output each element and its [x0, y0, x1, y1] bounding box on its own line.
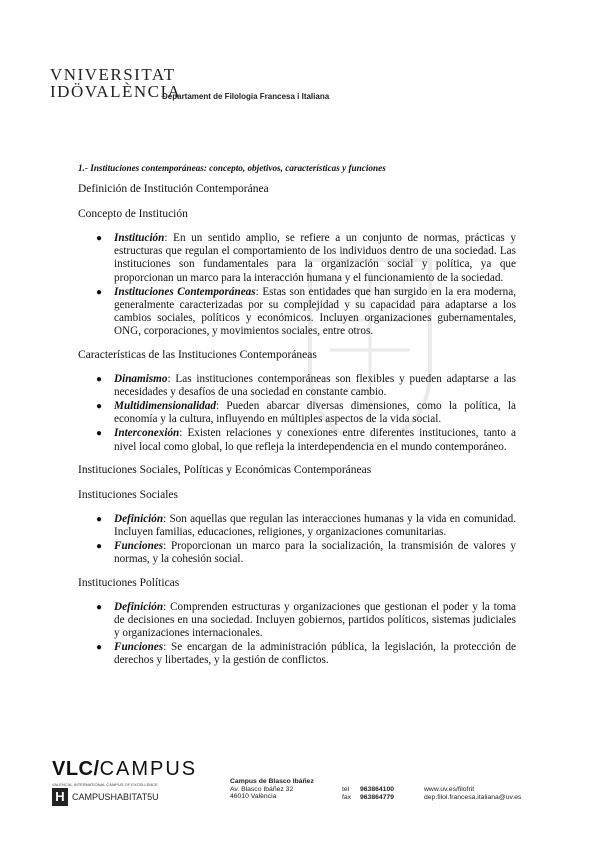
bullet-list [78, 513, 516, 567]
fax-number: 963864779 [360, 793, 395, 801]
item-term: Interconexión [114, 427, 180, 440]
item-text: : Se encargan de la administración pública, la legislación, la protección de derechos y libertades, y la gestión de conflictos. [114, 641, 516, 667]
item-text: : Las instituciones contemporáneas son flexibles y pueden adaptarse a las necesidades y desafíos de una sociedad en constante cambio. [114, 372, 516, 398]
list-item [78, 540, 516, 566]
habitat-text: CAMPUSHABITAT5U [72, 792, 159, 802]
list-item [78, 232, 516, 285]
phone-number: 963864100 [360, 786, 395, 793]
list-item [78, 513, 516, 539]
bullet-icon: ● [96, 233, 103, 244]
list-item [78, 400, 516, 426]
campus-text: CAMPUS [99, 758, 198, 780]
bullet-icon: ● [96, 642, 103, 654]
item-text: : En un sentido amplio, se refiere a un conjunto de normas, prácticas y estructuras que regulan el comportamiento de los individuos dentro de una sociedad. Las instituciones son fundamentales para la organización social y política, ya que proporcionan un marco para la interacción humana y el funcionamiento de la sociedad. [114, 232, 516, 284]
item-term: Definición [114, 600, 164, 613]
footer-web [424, 786, 521, 801]
list-item [78, 286, 516, 339]
habitat-h-icon: H [52, 788, 68, 806]
section-heading: Instituciones Sociales, Políticas y Económicas Contemporáneas [78, 463, 372, 476]
bullet-icon: ● [96, 601, 103, 613]
item-text: : Pueden abarcar diversas dimensiones, como la política, la economía y la cultura, influyendo en múltiples aspectos de la vida social. [114, 400, 516, 426]
logo-line2: IDÖVALÈNCIA [50, 82, 182, 101]
section-heading: Instituciones Políticas [78, 576, 180, 589]
email-link[interactable]: dep.filol.francesa.italiana@uv.es [424, 793, 522, 801]
section-heading: Características de las Instituciones Contemporáneas [78, 348, 317, 361]
city: 46010 València [230, 793, 277, 800]
item-term: Definición [114, 512, 164, 525]
section-heading: Concepto de Institución [78, 208, 188, 220]
bullet-list [78, 232, 516, 339]
street: Av. Blasco Ibáñez 32 [230, 785, 294, 793]
list-item [78, 601, 516, 641]
item-term: Dinamismo [114, 372, 168, 385]
bullet-icon: ● [96, 428, 103, 440]
web-link[interactable]: www.uv.es/filofrit [424, 786, 475, 793]
item-term: Multidimensionalidad [114, 400, 216, 413]
list-item [78, 641, 516, 667]
bullet-list [78, 601, 516, 668]
content-blocks [78, 182, 516, 668]
item-text: : Comprenden estructuras y organizaciones que gestionan el poder y la toma de decisiones en una sociedad. Incluyen gobiernos, partidos políticos, sistemas judiciales y organizaciones internacionales. [114, 600, 516, 640]
section-heading: Definición de Institución Contemporánea [78, 183, 269, 195]
bullet-icon: ● [96, 286, 103, 298]
fax-label: fax [342, 793, 352, 801]
list-item [78, 373, 516, 399]
vlc-subtitle: VALENCIA, INTERNATIONAL CAMPUS OF EXCELLENCE [52, 782, 158, 787]
logo-line1: VNIVERSITAT [50, 65, 176, 84]
vlc-text: VLC/ [52, 758, 100, 780]
department-name: Departament de Filologia Francesa i Italiana [162, 92, 330, 101]
campus-habitat-logo [52, 788, 159, 806]
section-title: 1.- Instituciones contemporáneas: concepto, objetivos, características y funciones [78, 163, 386, 173]
item-term: Institución [114, 232, 165, 244]
list-item [78, 427, 516, 453]
bullet-icon: ● [96, 541, 103, 553]
item-text: : Estas son entidades que han surgido en la era moderna, generalmente caracterizadas por su complejidad y su capacidad para adaptarse a los cambios sociales, políticos y económicos. Incluyen organizaciones gubernamentales, ONG, corporaciones, y movimientos sociales, entre otros. [114, 285, 516, 338]
bullet-icon: ● [96, 513, 103, 525]
bullet-list [78, 373, 516, 454]
footer-contact [342, 786, 394, 801]
item-term: Funciones [114, 540, 164, 553]
item-term: Instituciones Contemporáneas [114, 285, 256, 298]
section-heading: Instituciones Sociales [78, 488, 178, 501]
footer-address [230, 778, 314, 801]
item-text: : Existen relaciones y conexiones entre diferentes instituciones, tanto a nivel local como global, lo que refleja la interdependencia en el mundo contemporáneo. [114, 427, 516, 453]
item-text: : Son aquellas que regulan las interacciones humanas y la vida en comunidad. Incluyen familias, educaciones, religiones, y organizaciones comunitarias. [114, 512, 516, 539]
bullet-icon: ● [96, 373, 103, 385]
item-text: : Proporcionan un marco para la socialización, la transmisión de valores y normas, y la cohesión social. [114, 540, 516, 566]
bullet-icon: ● [96, 401, 103, 413]
document-content [78, 162, 516, 677]
vlc-campus-logo [52, 758, 197, 787]
campus-name: Campus de Blasco Ibáñez [230, 778, 314, 785]
phone-label: tel [342, 786, 350, 793]
item-term: Funciones [114, 641, 164, 654]
